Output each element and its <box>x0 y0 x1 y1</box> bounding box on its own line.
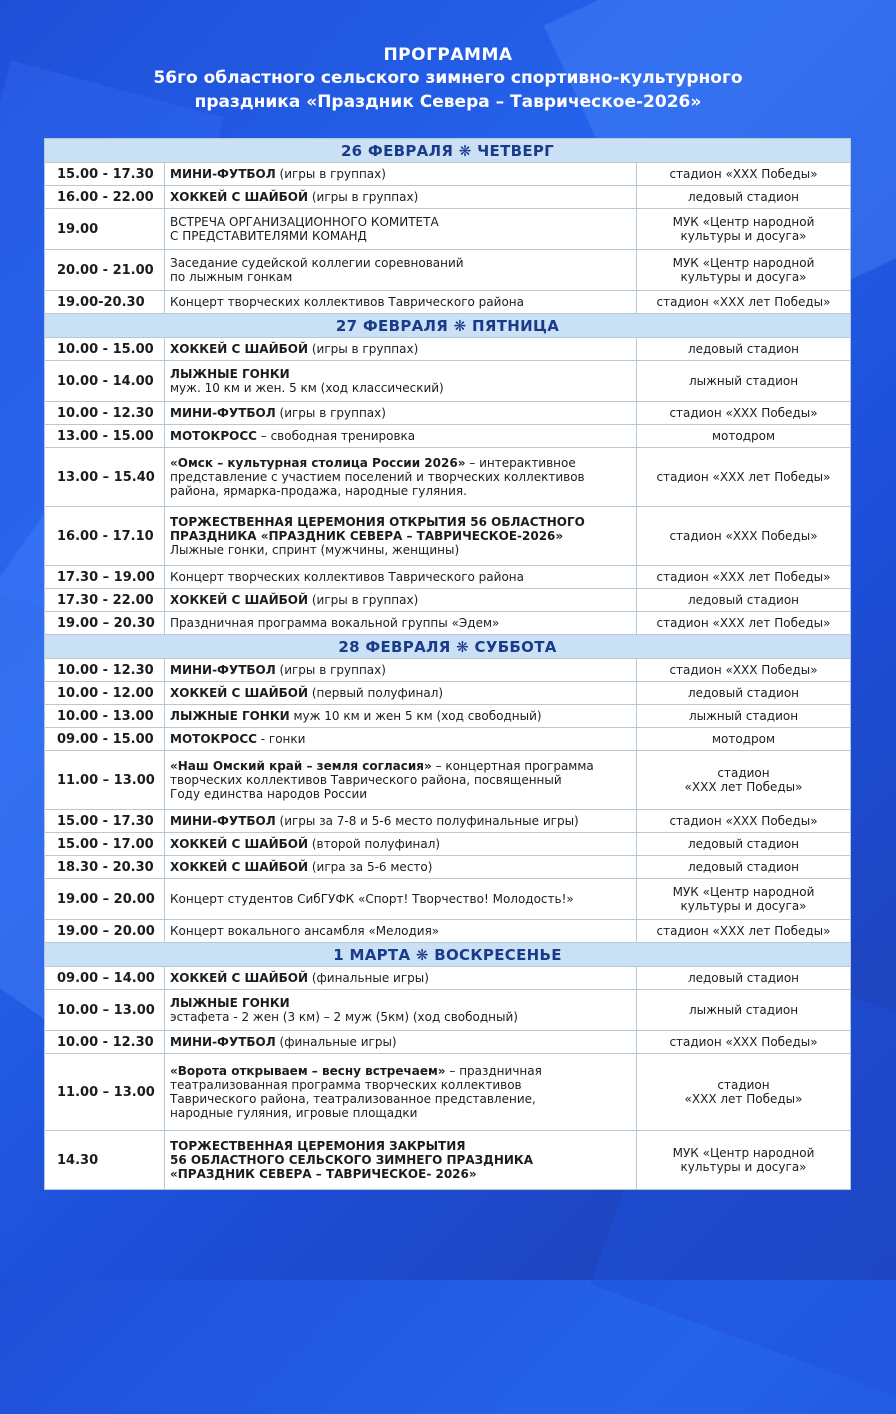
event-venue: стадион «ХХХ Победы» <box>637 1031 851 1054</box>
event-description: МИНИ-ФУТБОЛ (игры в группах) <box>165 163 637 186</box>
event-description: ХОККЕЙ С ШАЙБОЙ (финальные игры) <box>165 967 637 990</box>
event-time: 13.00 – 15.40 <box>45 448 165 507</box>
event-description: ХОККЕЙ С ШАЙБОЙ (игра за 5-6 место) <box>165 856 637 879</box>
event-venue: стадион «ХХХ лет Победы» <box>637 448 851 507</box>
event-time: 14.30 <box>45 1131 165 1190</box>
event-description: ТОРЖЕСТВЕННАЯ ЦЕРЕМОНИЯ ЗАКРЫТИЯ 56 ОБЛАСТНОГО СЕЛЬСКОГО ЗИМНЕГО ПРАЗДНИКА «ПРАЗДНИК СЕВЕРА – ТАВРИЧЕСКОЕ- 2026» <box>165 1131 637 1190</box>
event-venue: ледовый стадион <box>637 589 851 612</box>
event-venue: МУК «Центр народной культуры и досуга» <box>637 250 851 291</box>
event-time: 10.00 - 14.00 <box>45 361 165 402</box>
event-venue: стадион «ХХХ лет Победы» <box>637 612 851 635</box>
event-description: ХОККЕЙ С ШАЙБОЙ (игры в группах) <box>165 589 637 612</box>
event-venue: стадион «ХХХ лет Победы» <box>637 566 851 589</box>
event-description: МОТОКРОСС - гонки <box>165 728 637 751</box>
table-row <box>45 990 851 1031</box>
event-venue: ледовый стадион <box>637 338 851 361</box>
event-description: Праздничная программа вокальной группы «Эдем» <box>165 612 637 635</box>
table-row <box>45 209 851 250</box>
event-description: МИНИ-ФУТБОЛ (игры за 7-8 и 5-6 место полуфинальные игры) <box>165 810 637 833</box>
event-venue: стадион «ХХХ Победы» <box>637 507 851 566</box>
table-row <box>45 728 851 751</box>
event-time: 19.00 – 20.00 <box>45 920 165 943</box>
day-header <box>45 139 851 163</box>
table-row <box>45 705 851 728</box>
event-description: «Наш Омский край – земля согласия» – концертная программа творческих коллективов Таврического района, посвященный Году единства народов России <box>165 751 637 810</box>
event-venue: ледовый стадион <box>637 967 851 990</box>
event-description: «Ворота открываем – весну встречаем» – праздничная театрализованная программа творческих коллективов Таврического района, театрализованное представление, народные гуляния, игровые площадки <box>165 1054 637 1131</box>
event-description: ВСТРЕЧА ОРГАНИЗАЦИОННОГО КОМИТЕТА С ПРЕДСТАВИТЕЛЯМИ КОМАНД <box>165 209 637 250</box>
table-row <box>45 163 851 186</box>
table-row <box>45 810 851 833</box>
table-row <box>45 566 851 589</box>
event-time: 15.00 - 17.30 <box>45 163 165 186</box>
event-venue: стадион «ХХХ Победы» <box>637 402 851 425</box>
event-venue: ледовый стадион <box>637 186 851 209</box>
table-row <box>45 612 851 635</box>
event-venue: стадион «ХХХ лет Победы» <box>637 920 851 943</box>
event-time: 19.00 – 20.30 <box>45 612 165 635</box>
table-row <box>45 589 851 612</box>
table-row <box>45 1054 851 1131</box>
schedule-table <box>44 138 851 1190</box>
event-description: МИНИ-ФУТБОЛ (игры в группах) <box>165 659 637 682</box>
table-row <box>45 856 851 879</box>
day-header-label: 1 МАРТА ❋ ВОСКРЕСЕНЬЕ <box>45 943 851 967</box>
event-description: Концерт творческих коллективов Таврического района <box>165 566 637 589</box>
event-venue: стадион «ХХХ Победы» <box>637 163 851 186</box>
event-description: ТОРЖЕСТВЕННАЯ ЦЕРЕМОНИЯ ОТКРЫТИЯ 56 ОБЛАСТНОГО ПРАЗДНИКА «ПРАЗДНИК СЕВЕРА – ТАВРИЧЕСКОЕ-2026» Лыжные гонки, спринт (мужчины, женщины) <box>165 507 637 566</box>
program-title <box>0 44 896 114</box>
event-description: Концерт студентов СибГУФК «Спорт! Творчество! Молодость!» <box>165 879 637 920</box>
event-time: 10.00 - 15.00 <box>45 338 165 361</box>
event-description: Концерт творческих коллективов Таврического района <box>165 291 637 314</box>
event-venue: ледовый стадион <box>637 856 851 879</box>
table-row <box>45 751 851 810</box>
event-venue: стадион «ХХХ лет Победы» <box>637 1054 851 1131</box>
table-row <box>45 361 851 402</box>
event-description: МИНИ-ФУТБОЛ (финальные игры) <box>165 1031 637 1054</box>
event-description: ЛЫЖНЫЕ ГОНКИ муж. 10 км и жен. 5 км (ход классический) <box>165 361 637 402</box>
event-time: 10.00 - 12.30 <box>45 402 165 425</box>
event-time: 16.00 - 22.00 <box>45 186 165 209</box>
day-header <box>45 943 851 967</box>
table-row <box>45 338 851 361</box>
event-description: ХОККЕЙ С ШАЙБОЙ (второй полуфинал) <box>165 833 637 856</box>
table-row <box>45 425 851 448</box>
event-time: 15.00 - 17.00 <box>45 833 165 856</box>
event-venue: стадион «ХХХ лет Победы» <box>637 751 851 810</box>
table-row <box>45 402 851 425</box>
day-header-label: 27 ФЕВРАЛЯ ❋ ПЯТНИЦА <box>45 314 851 338</box>
event-venue: стадион «ХХХ лет Победы» <box>637 291 851 314</box>
event-description: МИНИ-ФУТБОЛ (игры в группах) <box>165 402 637 425</box>
table-row <box>45 250 851 291</box>
table-row <box>45 879 851 920</box>
event-time: 11.00 – 13.00 <box>45 751 165 810</box>
event-time: 10.00 - 12.00 <box>45 682 165 705</box>
event-time: 19.00 <box>45 209 165 250</box>
event-description: МОТОКРОСС – свободная тренировка <box>165 425 637 448</box>
event-venue: стадион «ХХХ Победы» <box>637 659 851 682</box>
event-time: 10.00 - 12.30 <box>45 1031 165 1054</box>
title-line-1: ПРОГРАММА <box>383 45 513 65</box>
table-row <box>45 507 851 566</box>
event-venue: МУК «Центр народной культуры и досуга» <box>637 1131 851 1190</box>
day-header-label: 28 ФЕВРАЛЯ ❋ СУББОТА <box>45 635 851 659</box>
event-time: 17.30 - 22.00 <box>45 589 165 612</box>
table-row <box>45 291 851 314</box>
event-time: 18.30 - 20.30 <box>45 856 165 879</box>
event-venue: мотодром <box>637 425 851 448</box>
event-description: ХОККЕЙ С ШАЙБОЙ (игры в группах) <box>165 186 637 209</box>
event-venue: ледовый стадион <box>637 833 851 856</box>
table-row <box>45 1031 851 1054</box>
event-venue: ледовый стадион <box>637 682 851 705</box>
event-time: 09.00 - 15.00 <box>45 728 165 751</box>
event-venue: МУК «Центр народной культуры и досуга» <box>637 209 851 250</box>
table-row <box>45 920 851 943</box>
event-description: Концерт вокального ансамбля «Мелодия» <box>165 920 637 943</box>
table-row <box>45 186 851 209</box>
event-description: ХОККЕЙ С ШАЙБОЙ (игры в группах) <box>165 338 637 361</box>
event-time: 10.00 - 13.00 <box>45 705 165 728</box>
event-time: 20.00 - 21.00 <box>45 250 165 291</box>
event-venue: мотодром <box>637 728 851 751</box>
event-venue: МУК «Центр народной культуры и досуга» <box>637 879 851 920</box>
event-venue: лыжный стадион <box>637 990 851 1031</box>
event-venue: лыжный стадион <box>637 705 851 728</box>
event-description: ХОККЕЙ С ШАЙБОЙ (первый полуфинал) <box>165 682 637 705</box>
event-time: 10.00 - 12.30 <box>45 659 165 682</box>
title-line-3: праздника «Праздник Севера – Таврическое-2026» <box>194 92 702 112</box>
day-header-label: 26 ФЕВРАЛЯ ❋ ЧЕТВЕРГ <box>45 139 851 163</box>
event-venue: лыжный стадион <box>637 361 851 402</box>
table-row <box>45 833 851 856</box>
day-header <box>45 314 851 338</box>
event-time: 10.00 – 13.00 <box>45 990 165 1031</box>
table-row <box>45 1131 851 1190</box>
table-row <box>45 682 851 705</box>
table-row <box>45 448 851 507</box>
event-time: 09.00 – 14.00 <box>45 967 165 990</box>
event-time: 13.00 - 15.00 <box>45 425 165 448</box>
event-time: 19.00 – 20.00 <box>45 879 165 920</box>
table-row <box>45 659 851 682</box>
title-line-2: 56го областного сельского зимнего спортивно-культурного <box>153 68 743 88</box>
event-description: ЛЫЖНЫЕ ГОНКИ муж 10 км и жен 5 км (ход свободный) <box>165 705 637 728</box>
event-description: ЛЫЖНЫЕ ГОНКИ эстафета - 2 жен (3 км) – 2 муж (5км) (ход свободный) <box>165 990 637 1031</box>
event-time: 11.00 – 13.00 <box>45 1054 165 1131</box>
event-description: Заседание судейской коллегии соревнований по лыжным гонкам <box>165 250 637 291</box>
event-description: «Омск – культурная столица России 2026» – интерактивное представление с участием поселений и творческих коллективов района, ярмарка-продажа, народные гуляния. <box>165 448 637 507</box>
event-venue: стадион «ХХХ Победы» <box>637 810 851 833</box>
day-header <box>45 635 851 659</box>
event-time: 16.00 - 17.10 <box>45 507 165 566</box>
table-row <box>45 967 851 990</box>
event-time: 15.00 - 17.30 <box>45 810 165 833</box>
event-time: 17.30 – 19.00 <box>45 566 165 589</box>
event-time: 19.00-20.30 <box>45 291 165 314</box>
